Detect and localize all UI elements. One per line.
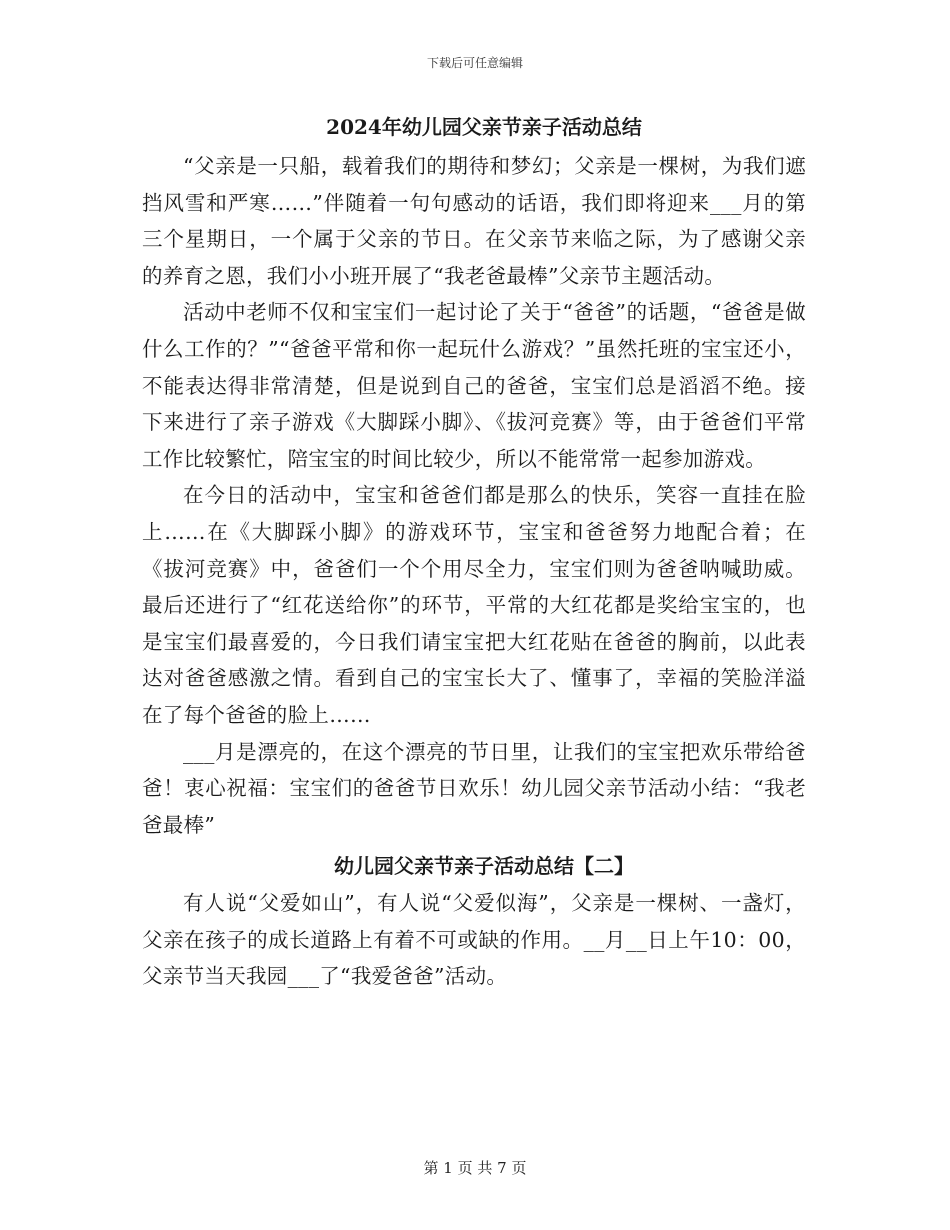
paragraph-1: “父亲是一只船，载着我们的期待和梦幻；父亲是一棵树，为我们遮挡风雪和严寒……”伴随着一句句感动的话语，我们即将迎来___月的第三个星期日，一个属于父亲的节日。在父亲节来临之际，为了感谢父亲的养育之恩，我们小小班开展了“我老爸最棒”父亲节主题活动。 [142, 154, 806, 288]
paragraph-3: 在今日的活动中，宝宝和爸爸们都是那么的快乐，笑容一直挂在脸上……在《大脚踩小脚》的游戏环节，宝宝和爸爸努力地配合着；在《拔河竞赛》中，爸爸们一个个用尽全力，宝宝们则为爸爸呐喊助威。最后还进行了“红花送给你”的环节，平常的大红花都是奖给宝宝的，也是宝宝们最喜爱的，今日我们请宝宝把大红花贴在爸爸的胸前，以此表达对爸爸感激之情。看到自己的宝宝长大了、懂事了，幸福的笑脸洋溢在了每个爸爸的脸上…… [142, 483, 806, 727]
header-note: 下载后可任意编辑 [426, 56, 523, 70]
paragraph-4: ___月是漂亮的，在这个漂亮的节日里，让我们的宝宝把欢乐带给爸爸！衷心祝福：宝宝们的爸爸节日欢乐！幼儿园父亲节活动小结：“我老爸最棒” [142, 739, 806, 837]
section-2-paragraph-1: 有人说“父爱如山”，有人说“父爱似海”，父亲是一棵树、一盏灯，父亲在孩子的成长道路上有着不可或缺的作用。__月__日上午10：00，父亲节当天我园___了“我爱爸爸”活动。 [142, 891, 806, 989]
paragraph-2: 活动中老师不仅和宝宝们一起讨论了关于“爸爸”的话题，“爸爸是做什么工作的？”“爸爸平常和你一起玩什么游戏？”虽然托班的宝宝还小，不能表达得非常清楚，但是说到自己的爸爸，宝宝们总是滔滔不绝。接下来进行了亲子游戏《大脚踩小脚》、《拔河竞赛》等，由于爸爸们平常工作比较繁忙，陪宝宝的时间比较少，所以不能常常一起参加游戏。 [142, 300, 806, 471]
section-2-title: 幼儿园父亲节亲子活动总结【二】 [334, 854, 634, 879]
page-number: 第 1 页 共 7 页 [423, 1159, 527, 1177]
document-title: 2024年幼儿园父亲节亲子活动总结 [326, 115, 642, 139]
document-body [142, 112, 806, 995]
